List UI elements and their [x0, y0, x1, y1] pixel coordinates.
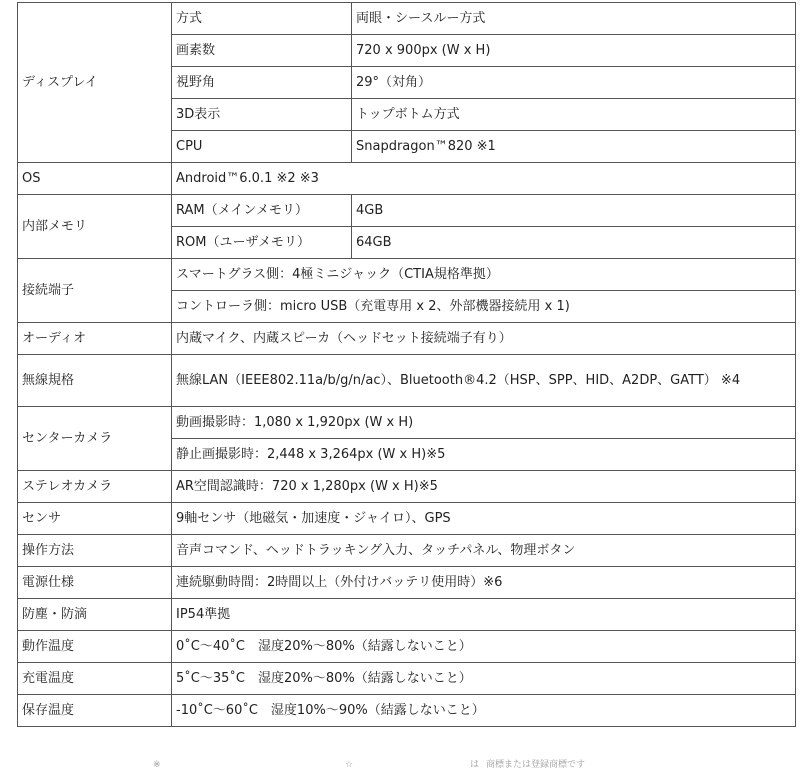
category-charging-temp: 充電温度	[18, 663, 172, 695]
spec-value: 29°（対角）	[352, 67, 796, 99]
spec-value: Android™6.0.1 ※2 ※3	[172, 163, 796, 195]
spec-value: 内蔵マイク、内蔵スピーカ（ヘッドセット接続端子有り）	[172, 323, 796, 355]
spec-label: 3D表示	[172, 99, 352, 131]
spec-label: 方式	[172, 3, 352, 35]
spec-value: 9軸センサ（地磁気・加速度・ジャイロ）、GPS	[172, 503, 796, 535]
spec-value: スマートグラス側：4極ミニジャック（CTIA規格準拠）	[172, 259, 796, 291]
spec-label: CPU	[172, 131, 352, 163]
category-center-camera: センターカメラ	[18, 407, 172, 471]
category-operation: 操作方法	[18, 535, 172, 567]
table-row	[18, 259, 796, 291]
spec-label: 画素数	[172, 35, 352, 67]
spec-value: 0˚C〜40˚C 湿度20%〜80%（結露しないこと）	[172, 631, 796, 663]
category-dustproof: 防塵・防滴	[18, 599, 172, 631]
table-row	[18, 631, 796, 663]
spec-value: 静止画撮影時：2,448 x 3,264px (W x H)※5	[172, 439, 796, 471]
table-row	[18, 503, 796, 535]
table-row	[18, 407, 796, 439]
footnote-fragment: ☆	[345, 760, 354, 770]
table-row	[18, 471, 796, 503]
spec-value: -10˚C〜60˚C 湿度10%〜90%（結露しないこと）	[172, 695, 796, 727]
table-row	[18, 163, 796, 195]
spec-label: 視野角	[172, 67, 352, 99]
spec-label: ROM（ユーザメモリ）	[172, 227, 352, 259]
spec-value: コントローラ側：micro USB（充電専用 x 2、外部機器接続用 x 1)	[172, 291, 796, 323]
spec-value: 720 x 900px (W x H)	[352, 35, 796, 67]
spec-value: 両眼・シースルー方式	[352, 3, 796, 35]
table-row	[18, 663, 796, 695]
table-row	[18, 355, 796, 407]
category-memory: 内部メモリ	[18, 195, 172, 259]
table-row	[18, 195, 796, 227]
spec-value: 音声コマンド、ヘッドトラッキング入力、タッチパネル、物理ボタン	[172, 535, 796, 567]
category-power: 電源仕様	[18, 567, 172, 599]
table-row	[18, 567, 796, 599]
category-connector: 接続端子	[18, 259, 172, 323]
spec-value: Snapdragon™820 ※1	[352, 131, 796, 163]
spec-value: トップボトム方式	[352, 99, 796, 131]
table-row	[18, 535, 796, 567]
spec-label: RAM（メインメモリ）	[172, 195, 352, 227]
spec-value: IP54準拠	[172, 599, 796, 631]
category-stereo-camera: ステレオカメラ	[18, 471, 172, 503]
spec-table	[17, 2, 796, 727]
footnote-fragment: は	[470, 760, 480, 770]
category-audio: オーディオ	[18, 323, 172, 355]
category-display: ディスプレイ	[18, 3, 172, 163]
spec-value: 64GB	[352, 227, 796, 259]
spec-value: AR空間認識時：720 x 1,280px (W x H)※5	[172, 471, 796, 503]
table-row	[18, 323, 796, 355]
category-sensor: センサ	[18, 503, 172, 535]
category-operating-temp: 動作温度	[18, 631, 172, 663]
table-row	[18, 695, 796, 727]
spec-value: 無線LAN（IEEE802.11a/b/g/n/ac）、Bluetooth®4.2（HSP、SPP、HID、A2DP、GATT） ※4	[172, 355, 796, 407]
table-row	[18, 599, 796, 631]
category-os: OS	[18, 163, 172, 195]
spec-value: 5˚C〜35˚C 湿度20%〜80%（結露しないこと）	[172, 663, 796, 695]
footnote-fragment: ※	[153, 760, 161, 770]
spec-value: 4GB	[352, 195, 796, 227]
category-wireless: 無線規格	[18, 355, 172, 407]
spec-value: 動画撮影時：1,080 x 1,920px (W x H)	[172, 407, 796, 439]
footnote-fragment: 商標または登録商標です	[486, 760, 586, 770]
spec-value: 連続駆動時間：2時間以上（外付けバッテリ使用時）※6	[172, 567, 796, 599]
category-storage-temp: 保存温度	[18, 695, 172, 727]
table-row	[18, 3, 796, 35]
